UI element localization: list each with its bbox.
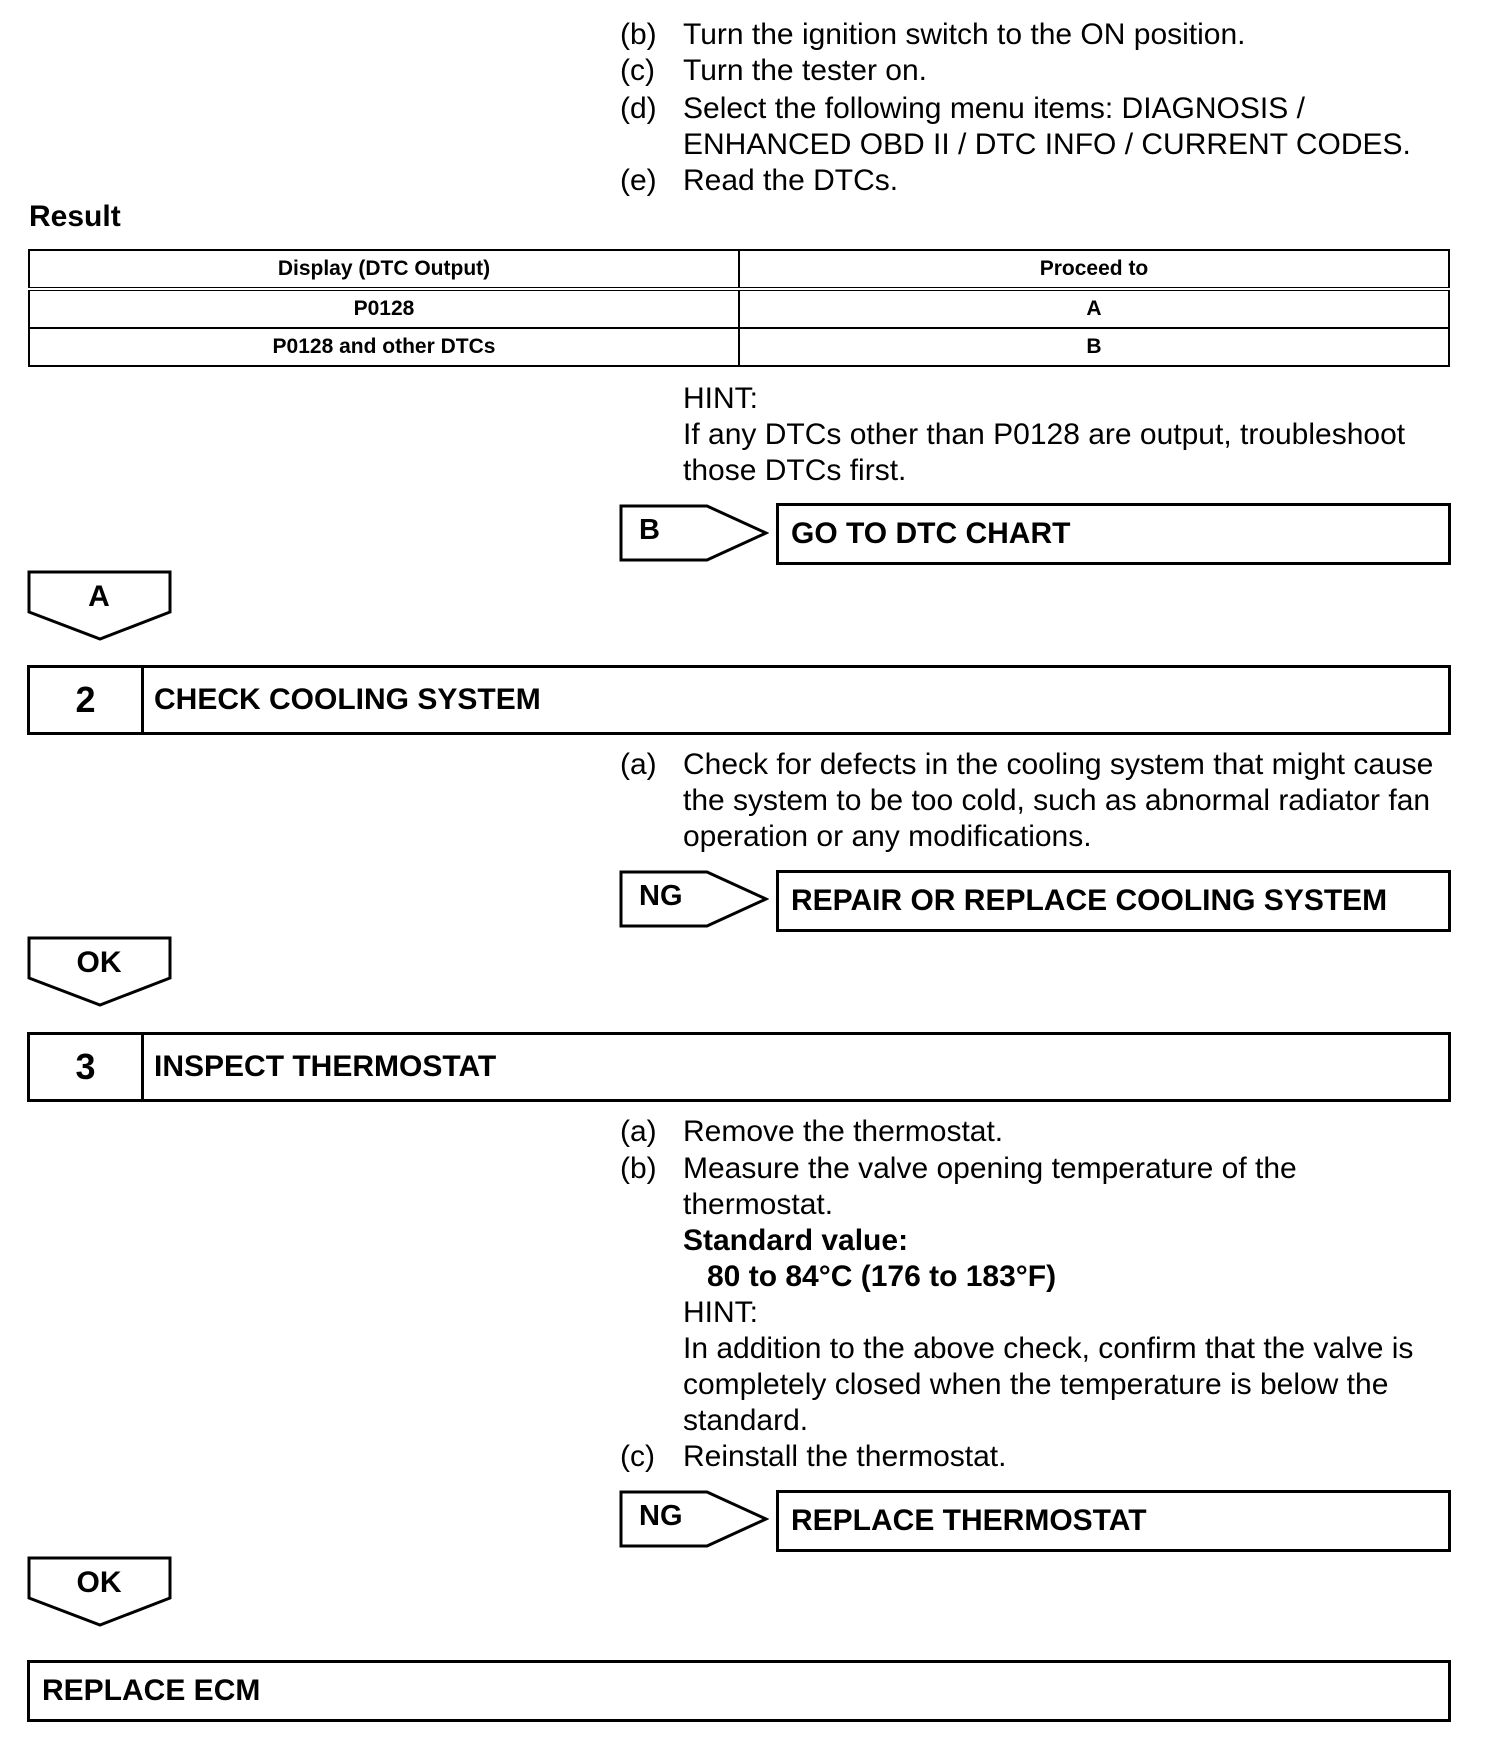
standard-value: 80 to 84°C (176 to 183°F)	[707, 1260, 1057, 1293]
step-3-ng-flag: NG	[619, 1490, 769, 1550]
step-title: CHECK COOLING SYSTEM	[154, 683, 541, 716]
tag-ok: OK	[27, 1556, 173, 1628]
replace-thermostat-box: REPLACE THERMOSTAT	[776, 1490, 1451, 1552]
table-cell: A	[739, 289, 1449, 328]
hint-label: HINT:	[683, 382, 758, 415]
result-heading: Result	[29, 200, 121, 233]
table-row	[29, 328, 1449, 366]
go-to-dtc-chart-box: GO TO DTC CHART	[776, 503, 1451, 565]
step-title: INSPECT THERMOSTAT	[154, 1050, 497, 1083]
hint-text-line: completely closed when the temperature is below the	[683, 1368, 1389, 1401]
step-2-a-line: operation or any modifications.	[683, 820, 1092, 853]
table-row	[29, 289, 1449, 328]
column-header-proceed: Proceed to	[739, 250, 1449, 289]
hint-text-line: In addition to the above check, confirm that the valve is	[683, 1332, 1414, 1365]
standard-value-label: Standard value:	[683, 1224, 909, 1257]
step-3-header	[27, 1032, 1451, 1102]
hint-text-line: those DTCs first.	[683, 454, 907, 487]
table-cell: B	[739, 328, 1449, 366]
tag-a: A	[27, 570, 173, 642]
step-number: 3	[30, 1035, 144, 1099]
step-number: 2	[30, 668, 144, 732]
column-header-display: Display (DTC Output)	[29, 250, 739, 289]
hint-text-line: If any DTCs other than P0128 are output, troubleshoot	[683, 418, 1406, 451]
step-2-a-line: the system to be too cold, such as abnormal radiator fan	[683, 784, 1431, 817]
hint-label: HINT:	[683, 1296, 758, 1329]
step-3-b-line: thermostat.	[683, 1188, 834, 1221]
step-d-menu-line2: ENHANCED OBD II / DTC INFO / CURRENT CODES.	[683, 128, 1411, 161]
tag-ok: OK	[27, 936, 173, 1008]
step-2-ng-flag: NG	[619, 870, 769, 930]
branch-b-flag: B	[619, 504, 769, 564]
table-cell: P0128	[29, 289, 739, 328]
hint-text-line: standard.	[683, 1404, 809, 1437]
table-cell: P0128 and other DTCs	[29, 328, 739, 366]
step-2-header	[27, 665, 1451, 735]
repair-cooling-system-box: REPAIR OR REPLACE COOLING SYSTEM	[776, 870, 1451, 932]
result-table	[28, 249, 1450, 367]
replace-ecm-box: REPLACE ECM	[27, 1660, 1451, 1722]
table-header-row	[29, 250, 1449, 289]
